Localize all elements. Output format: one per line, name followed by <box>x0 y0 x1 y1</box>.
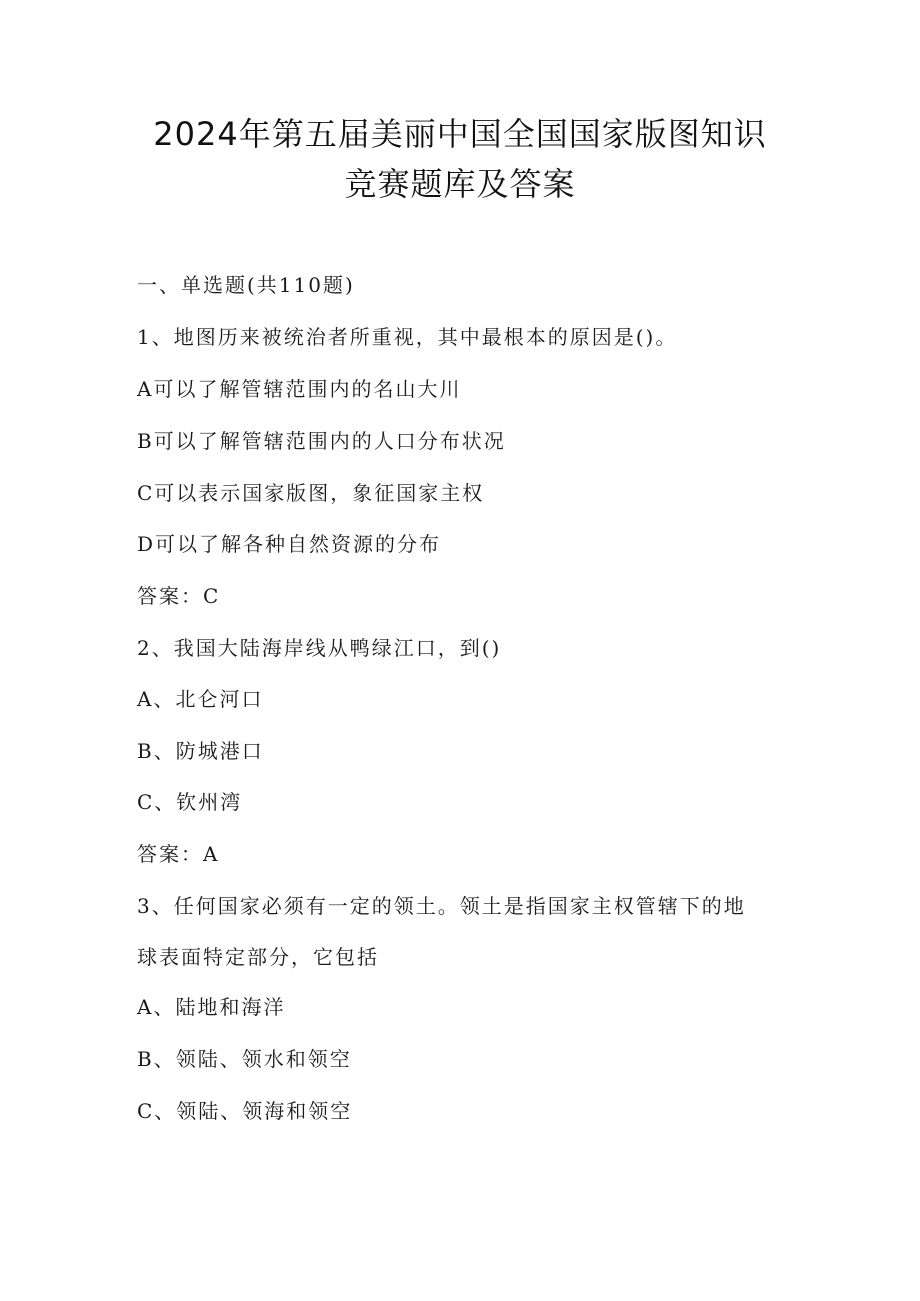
question-1-stem: 1、地图历来被统治者所重视，其中最根本的原因是()。 <box>137 325 678 349</box>
question-2-stem: 2、我国大陆海岸线从鸭绿江口，到() <box>137 636 502 660</box>
question-1-option-c: C可以表示国家版图，象征国家主权 <box>137 481 485 505</box>
document-title-line-1: 2024年第五届美丽中国全国国家版图知识 <box>153 115 767 153</box>
question-1-option-b: B可以了解管辖范围内的人口分布状况 <box>137 429 506 453</box>
document-title-line-2: 竞赛题库及答案 <box>344 165 576 203</box>
question-2-option-b: B、防城港口 <box>137 739 264 763</box>
section-heading: 一、单选题(共110题) <box>137 273 355 297</box>
question-2-answer: 答案：A <box>137 842 220 866</box>
question-3-option-b: B、领陆、领水和领空 <box>137 1047 352 1071</box>
question-3-stem-line-1: 3、任何国家必须有一定的领土。领土是指国家主权管辖下的地 <box>137 894 746 918</box>
question-3-stem-line-2: 球表面特定部分，它包括 <box>137 945 379 969</box>
question-1-option-d: D可以了解各种自然资源的分布 <box>137 532 442 556</box>
question-1-answer: 答案：C <box>137 584 221 608</box>
question-3-option-c: C、领陆、领海和领空 <box>137 1099 353 1123</box>
question-2-option-c: C、钦州湾 <box>137 790 243 814</box>
question-1-option-a: A可以了解管辖范围内的名山大川 <box>137 377 462 401</box>
question-2-option-a: A、北仑河口 <box>137 687 264 711</box>
question-3-option-a: A、陆地和海洋 <box>137 995 286 1019</box>
